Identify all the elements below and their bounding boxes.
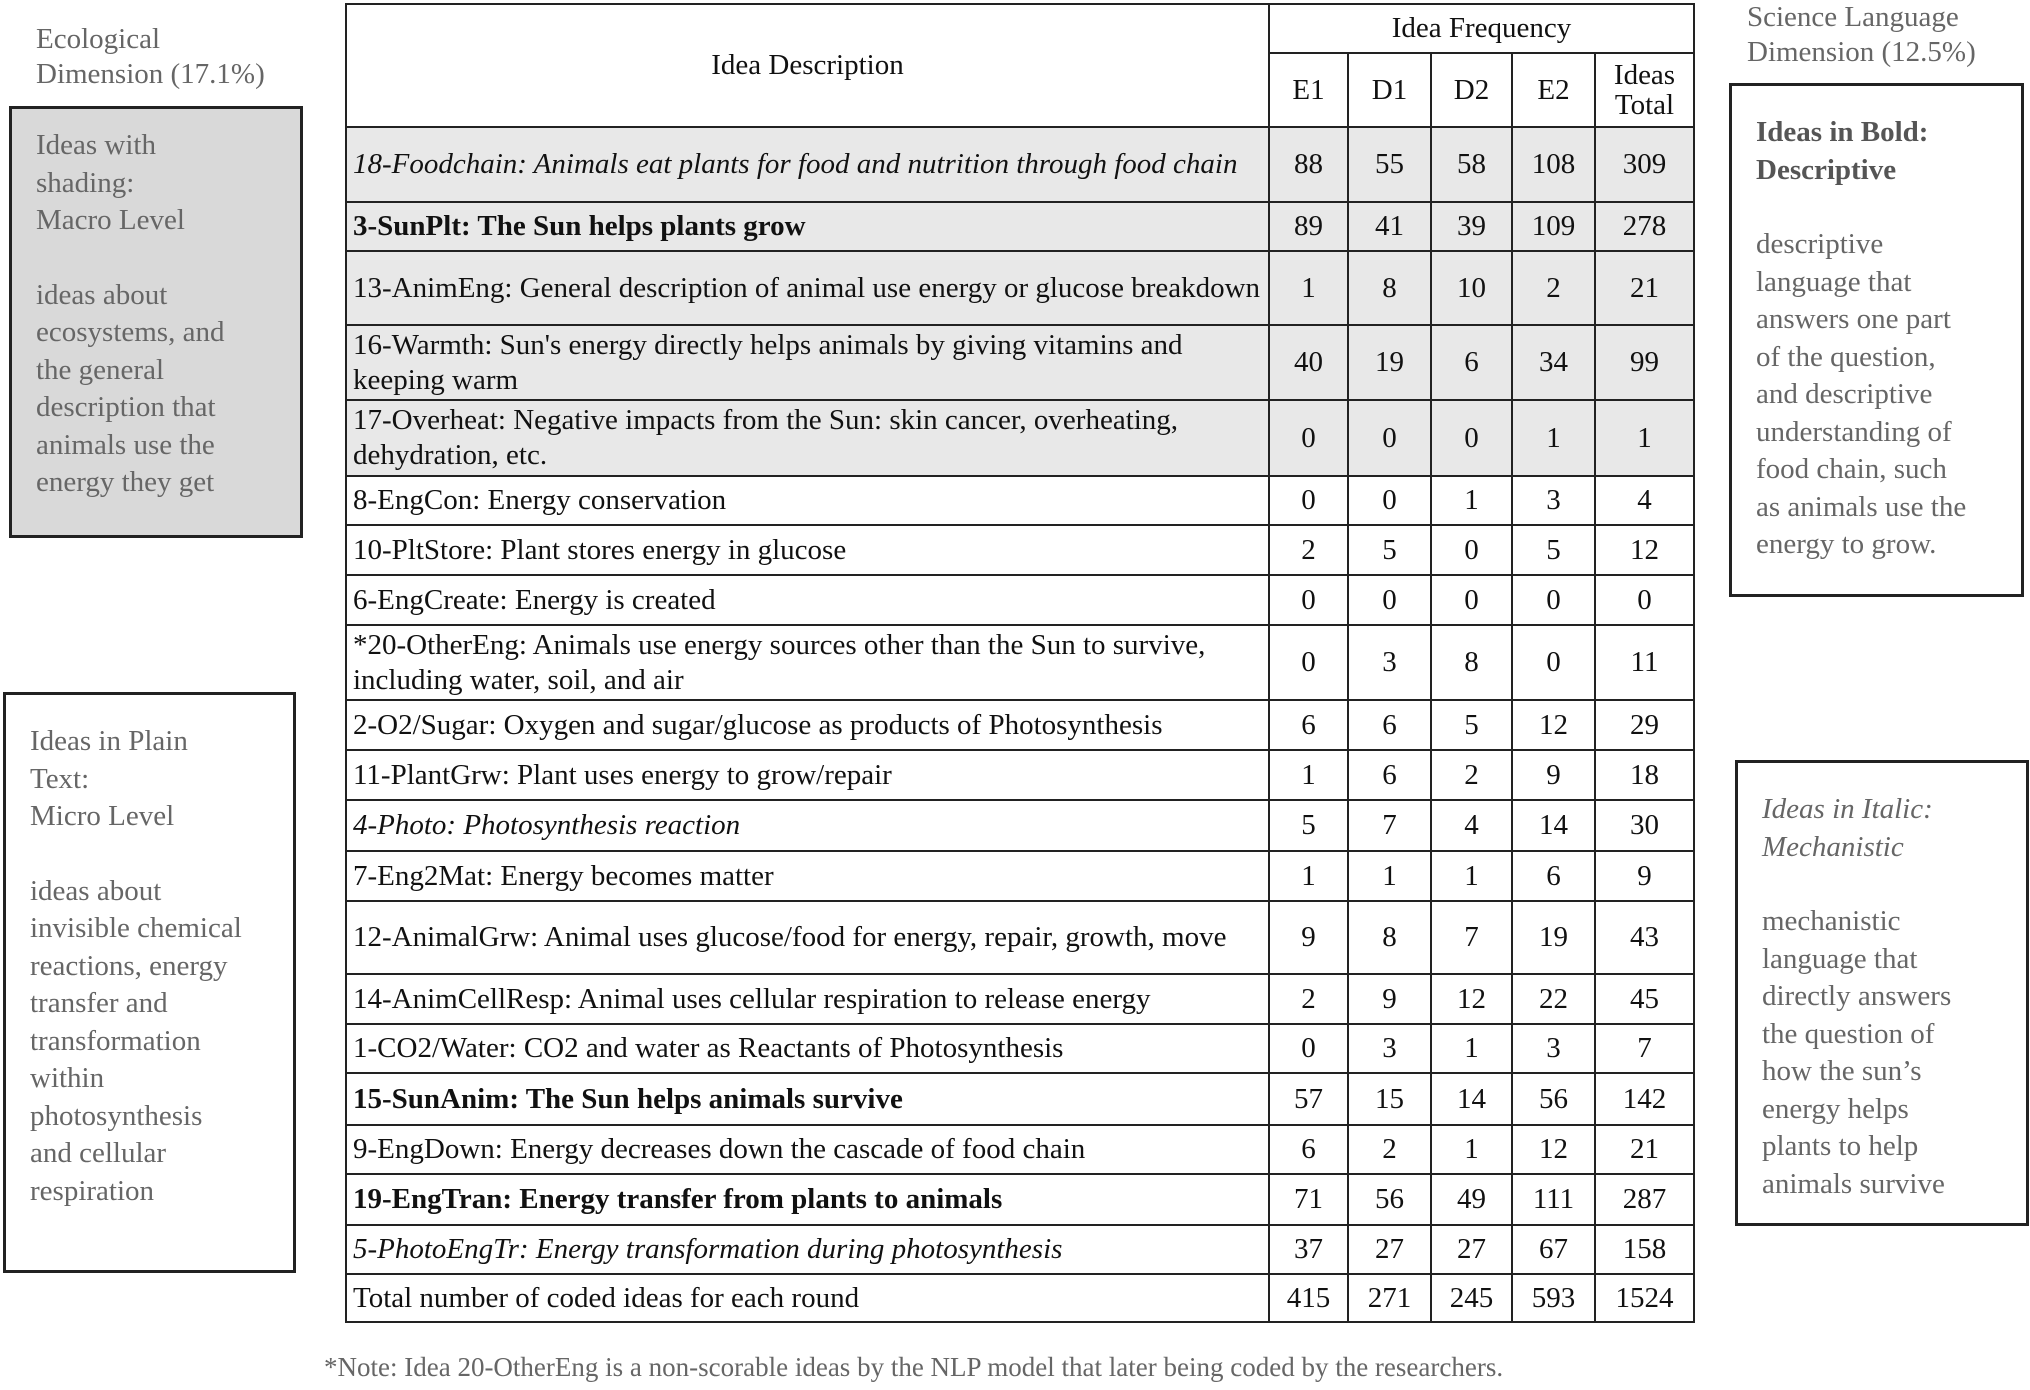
frequency-cell-d2: 0 [1431,525,1512,575]
frequency-cell-d2: 7 [1431,901,1512,974]
frequency-cell-d1: 1 [1348,851,1431,901]
table-row [346,127,1694,202]
frequency-cell-e2: 67 [1512,1225,1595,1274]
idea-description-cell: 8-EngCon: Energy conservation [346,476,1269,525]
legend-body-line: plants to help [1762,1130,1919,1162]
legend-body-line: as animals use the [1756,490,1967,523]
descriptive-legend-box [1729,83,2024,597]
frequency-cell-total: 11 [1595,625,1694,700]
legend-body-line: language that [1756,265,1912,298]
footnote: *Note: Idea 20-OtherEng is a non-scorable ideas by the NLP model that later being coded by the researchers. [324,1352,1504,1382]
frequency-cell-d2: 0 [1431,575,1512,625]
legend-body-line: description that [36,391,216,423]
legend-title-line: shading: [36,166,135,199]
legend-title-line: Text: [30,762,90,795]
ecological-dimension-label [36,22,265,92]
idea-description-cell: 11-PlantGrw: Plant uses energy to grow/repair [346,750,1269,800]
legend-body-line: understanding of [1756,415,1952,448]
frequency-cell-e1: 415 [1269,1274,1348,1322]
frequency-cell-e1: 37 [1269,1225,1348,1274]
idea-description-cell: 5-PhotoEngTr: Energy transformation during photosynthesis [346,1225,1269,1274]
frequency-cell-e1: 57 [1269,1073,1348,1125]
frequency-cell-total: 0 [1595,575,1694,625]
frequency-cell-d1: 6 [1348,700,1431,750]
column-header-d1: D1 [1348,53,1431,127]
frequency-cell-total: 278 [1595,202,1694,251]
frequency-cell-e1: 40 [1269,325,1348,400]
frequency-cell-d1: 0 [1348,400,1431,476]
frequency-cell-e2: 1 [1512,400,1595,476]
idea-description-cell: 12-AnimalGrw: Animal uses glucose/food for energy, repair, growth, move [346,901,1269,974]
legend-body-line: descriptive [1756,228,1884,260]
frequency-cell-d2: 14 [1431,1073,1512,1125]
frequency-cell-total: 309 [1595,127,1694,202]
frequency-cell-d1: 0 [1348,575,1431,625]
frequency-cell-d1: 15 [1348,1073,1431,1125]
legend-body-line: transfer and [30,987,168,1019]
frequency-cell-e1: 1 [1269,251,1348,325]
frequency-cell-e1: 0 [1269,1024,1348,1073]
table-row [346,851,1694,901]
table-row [346,476,1694,525]
frequency-cell-e2: 3 [1512,476,1595,525]
legend-body-line: animals use the [36,428,215,461]
frequency-cell-e2: 14 [1512,800,1595,851]
table-row [346,901,1694,974]
frequency-cell-e1: 1 [1269,750,1348,800]
idea-description-cell: 6-EngCreate: Energy is created [346,575,1269,625]
table-row [346,525,1694,575]
spacer [30,836,293,873]
frequency-cell-d2: 1 [1431,1125,1512,1174]
legend-body-line: photosynthesis [30,1099,203,1132]
frequency-cell-total: 7 [1595,1024,1694,1073]
table-row [346,750,1694,800]
frequency-cell-d2: 1 [1431,851,1512,901]
frequency-cell-total: 18 [1595,750,1694,800]
frequency-cell-total: 142 [1595,1073,1694,1125]
frequency-cell-total: 287 [1595,1174,1694,1225]
frequency-cell-d2: 1 [1431,476,1512,525]
legend-title-line: Macro Level [36,204,185,236]
legend-body-line: transformation [30,1024,201,1057]
frequency-cell-e2: 22 [1512,974,1595,1024]
frequency-cell-d2: 12 [1431,974,1512,1024]
idea-description-cell: 10-PltStore: Plant stores energy in glucose [346,525,1269,575]
frequency-cell-d2: 10 [1431,251,1512,325]
frequency-cell-total: 45 [1595,974,1694,1024]
column-header-e2: E2 [1512,53,1595,127]
frequency-cell-e2: 12 [1512,1125,1595,1174]
frequency-cell-e1: 6 [1269,1125,1348,1174]
table-row [346,800,1694,851]
idea-frequency-table [345,3,1695,1323]
frequency-cell-e2: 6 [1512,851,1595,901]
frequency-cell-e1: 0 [1269,476,1348,525]
frequency-cell-e2: 111 [1512,1174,1595,1225]
idea-description-cell: 2-O2/Sugar: Oxygen and sugar/glucose as products of Photosynthesis [346,700,1269,750]
idea-description-header: Idea Description [346,4,1269,127]
frequency-cell-total: 21 [1595,1125,1694,1174]
legend-body-line: food chain, such [1756,453,1947,485]
legend-body-line: ideas about [36,278,168,311]
legend-body-line: directly answers [1762,980,1952,1012]
table-row [346,575,1694,625]
frequency-cell-total: 43 [1595,901,1694,974]
frequency-cell-d1: 2 [1348,1125,1431,1174]
frequency-cell-e1: 1 [1269,851,1348,901]
frequency-cell-e1: 71 [1269,1174,1348,1225]
table-row [346,625,1694,700]
frequency-cell-e2: 2 [1512,251,1595,325]
table-row [346,1274,1694,1322]
legend-body-line: within [30,1062,105,1094]
table-row [346,1024,1694,1073]
legend-body-line: of the question, [1756,340,1936,373]
frequency-cell-d1: 8 [1348,901,1431,974]
frequency-cell-d1: 9 [1348,974,1431,1024]
frequency-cell-total: 158 [1595,1225,1694,1274]
frequency-cell-d1: 19 [1348,325,1431,400]
legend-body-line: energy they get [36,466,215,498]
frequency-cell-e2: 9 [1512,750,1595,800]
frequency-cell-e1: 6 [1269,700,1348,750]
frequency-cell-d2: 0 [1431,400,1512,476]
legend-title-line: Mechanistic [1762,830,1904,863]
legend-title-line: Descriptive [1756,153,1897,186]
frequency-cell-total: 1 [1595,400,1694,476]
frequency-cell-e1: 5 [1269,800,1348,851]
frequency-cell-e1: 0 [1269,575,1348,625]
label-line: Science Language [1747,1,1959,33]
frequency-cell-e2: 56 [1512,1073,1595,1125]
frequency-cell-d2: 2 [1431,750,1512,800]
legend-body-line: and cellular [30,1137,167,1169]
label-line: Ecological [36,23,161,55]
science-language-dimension-label [1747,0,1976,70]
legend-title-line: Ideas in Italic: [1762,793,1933,825]
idea-description-cell: 14-AnimCellResp: Animal uses cellular respiration to release energy [346,974,1269,1024]
frequency-cell-total: 21 [1595,251,1694,325]
spacer [36,240,300,277]
legend-body-line: respiration [30,1174,155,1207]
frequency-cell-d2: 39 [1431,202,1512,251]
frequency-cell-d1: 3 [1348,625,1431,700]
column-header-ideas-total: Ideas Total [1595,53,1694,127]
frequency-cell-e1: 0 [1269,625,1348,700]
frequency-cell-d2: 245 [1431,1274,1512,1322]
table-row [346,1225,1694,1274]
legend-body-line: mechanistic [1762,905,1901,937]
frequency-cell-e1: 88 [1269,127,1348,202]
legend-body-line: the general [36,353,165,386]
frequency-cell-d1: 56 [1348,1174,1431,1225]
idea-description-cell: 18-Foodchain: Animals eat plants for food and nutrition through food chain [346,127,1269,202]
frequency-cell-e1: 2 [1269,525,1348,575]
idea-description-cell: 3-SunPlt: The Sun helps plants grow [346,202,1269,251]
frequency-cell-d1: 0 [1348,476,1431,525]
frequency-cell-e2: 12 [1512,700,1595,750]
spacer [1762,866,2026,903]
legend-body-line: animals survive [1762,1167,1945,1200]
macro-level-legend-box [9,106,303,538]
frequency-cell-e1: 2 [1269,974,1348,1024]
frequency-cell-d2: 5 [1431,700,1512,750]
idea-description-cell: 16-Warmth: Sun's energy directly helps animals by giving vitamins and keeping warm [346,325,1269,400]
idea-description-cell: 15-SunAnim: The Sun helps animals survive [346,1073,1269,1125]
frequency-cell-e2: 34 [1512,325,1595,400]
idea-frequency-header: Idea Frequency [1269,4,1694,53]
frequency-cell-d2: 49 [1431,1174,1512,1225]
legend-title-line: Ideas in Plain [30,725,188,757]
label-line: Dimension (17.1%) [36,58,265,90]
legend-body-line: language that [1762,942,1918,975]
frequency-cell-d2: 27 [1431,1225,1512,1274]
frequency-cell-d1: 271 [1348,1274,1431,1322]
table-row [346,400,1694,476]
frequency-cell-d1: 8 [1348,251,1431,325]
frequency-cell-d1: 7 [1348,800,1431,851]
frequency-cell-d2: 1 [1431,1024,1512,1073]
table-row [346,251,1694,325]
frequency-cell-d1: 41 [1348,202,1431,251]
legend-body-line: the question of [1762,1017,1935,1050]
mechanistic-legend-box [1735,760,2029,1226]
frequency-cell-total: 12 [1595,525,1694,575]
table-row [346,202,1694,251]
table-row [346,700,1694,750]
legend-body-line: reactions, energy [30,949,228,982]
idea-description-cell: 19-EngTran: Energy transfer from plants to animals [346,1174,1269,1225]
frequency-cell-d2: 4 [1431,800,1512,851]
spacer [1756,189,2021,226]
frequency-cell-e2: 0 [1512,625,1595,700]
idea-description-cell: 9-EngDown: Energy decreases down the cascade of food chain [346,1125,1269,1174]
frequency-cell-e2: 19 [1512,901,1595,974]
idea-description-cell: 13-AnimEng: General description of animal use energy or glucose breakdown [346,251,1269,325]
frequency-cell-d1: 5 [1348,525,1431,575]
frequency-cell-e2: 3 [1512,1024,1595,1073]
idea-description-cell: Total number of coded ideas for each round [346,1274,1269,1322]
frequency-cell-e2: 109 [1512,202,1595,251]
frequency-cell-d2: 8 [1431,625,1512,700]
column-header-e1: E1 [1269,53,1348,127]
frequency-cell-e1: 0 [1269,400,1348,476]
frequency-cell-e2: 5 [1512,525,1595,575]
legend-title-line: Ideas with [36,129,156,161]
legend-title-line: Ideas in Bold: [1756,116,1929,148]
legend-body-line: energy helps [1762,1092,1909,1125]
table-row [346,974,1694,1024]
legend-body-line: energy to grow. [1756,528,1937,560]
frequency-cell-d1: 3 [1348,1024,1431,1073]
frequency-cell-d1: 6 [1348,750,1431,800]
table-row [346,1073,1694,1125]
frequency-cell-total: 99 [1595,325,1694,400]
frequency-cell-total: 30 [1595,800,1694,851]
table-row [346,325,1694,400]
frequency-cell-d2: 58 [1431,127,1512,202]
legend-body-line: ecosystems, and [36,316,225,348]
idea-description-cell: 4-Photo: Photosynthesis reaction [346,800,1269,851]
frequency-cell-total: 1524 [1595,1274,1694,1322]
idea-description-cell: 1-CO2/Water: CO2 and water as Reactants of Photosynthesis [346,1024,1269,1073]
frequency-cell-e1: 89 [1269,202,1348,251]
frequency-cell-e2: 108 [1512,127,1595,202]
frequency-cell-e2: 0 [1512,575,1595,625]
frequency-cell-e1: 9 [1269,901,1348,974]
legend-body-line: invisible chemical [30,912,242,944]
legend-body-line: and descriptive [1756,378,1933,410]
frequency-cell-d1: 55 [1348,127,1431,202]
micro-level-legend-box [3,692,296,1273]
table-row [346,1125,1694,1174]
table-row [346,1174,1694,1225]
legend-title-line: Micro Level [30,800,175,832]
frequency-cell-total: 4 [1595,476,1694,525]
label-line: Dimension (12.5%) [1747,36,1976,68]
legend-body-line: how the sun’s [1762,1055,1922,1087]
idea-description-cell: *20-OtherEng: Animals use energy sources other than the Sun to survive, including water, soil, and air [346,625,1269,700]
frequency-cell-e2: 593 [1512,1274,1595,1322]
idea-description-cell: 17-Overheat: Negative impacts from the Sun: skin cancer, overheating, dehydration, etc. [346,400,1269,476]
legend-body-line: ideas about [30,874,162,907]
idea-description-cell: 7-Eng2Mat: Energy becomes matter [346,851,1269,901]
legend-body-line: answers one part [1756,303,1951,335]
column-header-d2: D2 [1431,53,1512,127]
frequency-cell-d2: 6 [1431,325,1512,400]
frequency-cell-total: 9 [1595,851,1694,901]
frequency-cell-total: 29 [1595,700,1694,750]
frequency-cell-d1: 27 [1348,1225,1431,1274]
